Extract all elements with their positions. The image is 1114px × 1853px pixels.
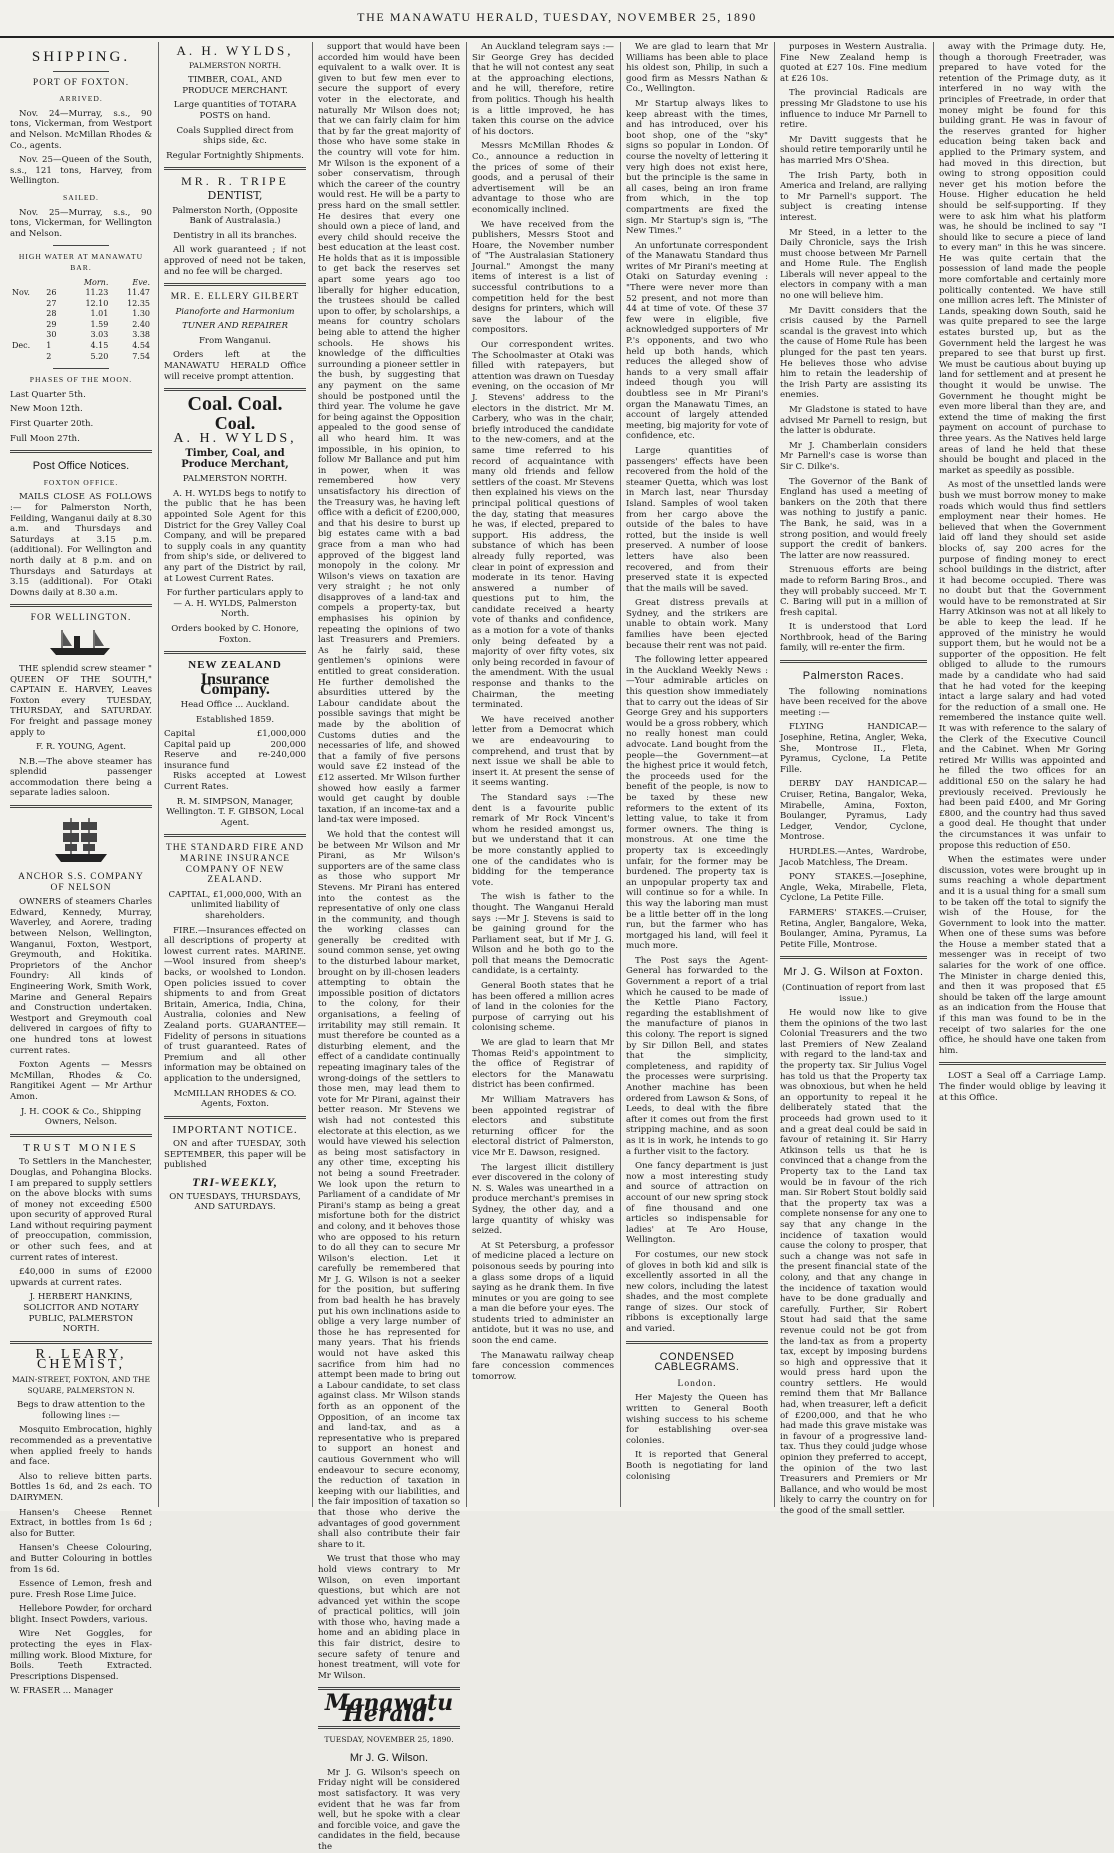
coal-heading: Coal. Coal. [187,393,283,416]
tides-header-row [10,278,152,289]
race-nomination: HURDLES.—Antes, Wardrobe, Jacob Matchless, The Dream. [780,846,927,868]
tides-cell: 4.15 [90,341,109,351]
news-paragraph: At St Petersburg, a professor of medicine placed a lecture on poisonous seeds by pouring into a glass some drops of a liquid saying as he drank them. In five minutes or you are going to see a man die before your eyes. The students tried to administer an antidote, but it was no use, and soon the end came. [472,1240,614,1347]
sailing-ship-icon [51,814,111,866]
editorial-paragraph: We trust that those who may hold views contrary to Mr Wilson, on even important questions, but which are not advanced yet within the scope of practical politics, will join with those who, having made a home and an abiding place in this fair district, desire to secure safety of tenure and honest treatment, will vote for Mr Wilson. [318,1554,460,1681]
cablegram-paragraph: Mr Davitt suggests that he should retire temporarily until he has married Mrs O'Shea. [780,134,927,166]
shipping-heading: SHIPPING. [31,49,131,65]
masthead [0,0,1114,38]
tides-cell: 1.59 [90,319,109,329]
divider [626,1341,768,1344]
race-nomination: FLYING HANDICAP.—Josephine, Retina, Angler, Weka, She, Montrose II., Fleta, Pyramus, Cyclone, La Petite Fille. [780,722,927,775]
sailed-heading: SAILED. [63,192,99,202]
foxton-heading: Mr J. G. Wilson at Foxton. [783,966,924,979]
column-7 [935,42,1110,1507]
cablegram-paragraph: The Irish Party, both in America and Ireland, are rallying to Mr Parnell's support. The subject is creating intense interest. [780,170,927,223]
moon-phase: Last Quarter 5th. [10,389,86,400]
coal-apply: For further particulars apply to— A. H. WYLDS, Palmerston North. [166,588,304,620]
notice-heading: IMPORTANT NOTICE. [172,1123,298,1136]
column-rule [158,42,159,1507]
tides-row [10,341,152,352]
cablegrams-sub: London. [677,1378,717,1389]
moon-phase: First Quarter 20th. [10,419,94,430]
news-paragraph: The Post says the Agent-General has forwarded to the Government a report of a trial which he caused to be made of the Kettle Piano Factory, regarding the establishment of the manufacture of pianos in this colony. The report is signed by Sir Dillon Bell, and states that the simplicity, completeness, and rapidity of the processes were surprising. Another machine has been ordered from Lawson & Sons, of Leeds, to deal with the fibre after it comes out from the first stripping machine, and as soon as it is in work, he intends to go a further visit to the factory. [626,955,768,1157]
post-office-heading: Post Office Notices. [32,460,130,473]
tides-header-cell [44,278,66,289]
trust-body: To Settlers in the Manchester, Douglas, and Pohangina Blocks. I am prepared to supply settlers on the above blocks with sums of money not exceeding £500 upon security of approved Rural Land without requiring payment of preoccupation, commission, or other such fees, and at current rates of interest. [10,1157,152,1263]
editorial-paragraph: We hold that the contest will be between Mr Wilson and Mr Pirani, as Mr Wilson's supporters are of the same class as those who support Mr Stevens. Mr Pirani has entered into the contest as the representative of only one class in the community, and though the working classes can generally be credited with sound common sense, yet owing to the disturbed labour market, brought on by ill-chosen leaders attempting to obtain the impossible position of dictators to the colony, for their organisations, a feeling of irritability may still remain. It must therefore be counted as a disturbing element, and the effect of a candidate continually repeating imaginary tales of the wrong-doings of the settlers to those men, may lead them to vote for Mr Pirani, against their better reason. Mr Stevens we wish had not contested this electorate at this election, as we would have viewed his selection as being most satisfactory in any other time, excepting his not being a sound Freetrader. We look upon the return to Parliament of a candidate of Mr Pirani's stamp as being a great misfortune both for the district and colony, and it behoves those who are opposed to his return to do all they can to secure Mr Wilson's election. Let it carefully be remembered that Mr J. G. Wilson is not a seeker for the position, but suffering from bad health he has bravely put his own inclinations aside to oblige a very large number of those he has represented for many years. That his friends would not have asked this sacrifice from him had no attempt been made to bring out a Labour candidate, to set class against class. Mr Wilson stands forth as an opponent of the Opposition, of an income tax and land-tax, and as a representative who is prepared to support an honest and cautious Government who will endeavour to secure economy, the reduction of taxation in keeping with our liabilities, and the fair imposition of taxation so that those who derive the advantages of good government shall also contribute their fair share to it. [318,829,460,1550]
divider [164,834,306,837]
news-paragraph: Large quantities of passengers' effects have been recovered from the hold of the steamer Quetta, which was lost in March last, near Thursday Island. Samples of wool taken from her cargo above the outside of the bales to have rotted, but the inside is well preserved. A number of loose letters have also been recovered, and from their preserved state it is expected that the mails will be saved. [626,445,768,594]
cablegram-paragraph: It is understood that Lord Northbrook, head of the Baring family, will re-enter the firm. [780,622,927,654]
nz-capital-label: Reserve and re-insurance fund [164,750,271,771]
cablegram-paragraph: The provincial Radicals are pressing Mr Gladstone to use his influence to induce Mr Parnell to retire. [780,88,927,131]
tides-cell: 12.35 [127,298,150,308]
chemist-item: Mosquito Embrocation, highly recommended as a preventative when applied freely to hands and face. [10,1425,152,1468]
coal-orders: Orders booked by C. Honore, Foxton. [171,623,299,645]
gilbert-heading: MR. E. ELLERY GILBERT [170,292,300,303]
nz-office: Head Office ... Auckland. [180,699,290,710]
tides-cell [10,309,44,320]
tides-cell: 5.20 [90,351,109,361]
divider [164,167,306,170]
gilbert-body: Orders left at the MANAWATU HERALD Office will receive prompt attention. [164,350,306,382]
cablegrams-heading: CONDENSED CABLEGRAMS. [654,1350,740,1374]
tides-cell [10,299,44,310]
tides-row [10,299,152,310]
news-paragraph: The Standard says :—The dent is a favourite public remark of Mr Rock Vincent's whom he resided amongst us, but we understand that it can be more constantly applied to one of the candidates who is bidding for the temperance vote. [472,792,614,888]
chemist-item: Essence of Lemon, fresh and pure. Fresh Rose Lime Juice. [10,1579,152,1600]
tides-row [10,309,152,320]
chemist-item: Hellebore Powder, for orchard blight. Insect Powders, various. [10,1604,152,1625]
wilson-heading: Mr J. G. Wilson. [349,1752,429,1765]
column-rule [312,42,313,1507]
tides-cell: 2 [46,351,52,361]
post-office-body: MAILS CLOSE AS FOLLOWS :— for Palmerston North, Feilding, Wanganui daily at 8.30 a.m. and Thursdays and Saturdays at 3.15 p.m. (additional). For Wellington and north daily at 8 p.m. and on Thursdays and Saturdays at 3.15 (additional). For Otaki Downs daily at 8.30 a.m. [10,492,152,598]
nz-capital-value: 200,000 [270,739,306,750]
chemist-item: Hansen's Cheese Colouring, and Butter Colouring in bottles from 1s 6d. [10,1543,152,1575]
divider [164,1116,306,1119]
tides-cell [10,352,44,363]
nz-capital-table [164,729,306,771]
tripe-heading: MR. R. TRIPE [181,174,289,189]
lost-notice: LOST a Seal off a Carriage Lamp. The finder would oblige by leaving it at this Office. [939,1071,1106,1103]
divider [10,604,152,607]
moon-phase: New Moon 12th. [10,404,83,415]
chemist-address: MAIN-STREET, FOXTON, AND THE SQUARE, PALMERSTON N. [11,1375,151,1395]
wylds-trade: TIMBER, COAL, AND PRODUCE MERCHANT. [182,75,288,96]
news-paragraph: General Booth states that he has been offered a million acres of land in the colonies for the purpose of carrying out his colonising scheme. [472,981,614,1034]
divider [10,1134,152,1137]
news-paragraph: An unfortunate correspondent of the Manawatu Standard thus writes of Mr Pirani's meeting at Otaki on Saturday evening : "There were never more than 52 present, and not more than 44 at time of vote. Of these 37 few were in eligible, five acknowledged supporters of Mr P.'s opponents, and two who held up both hands, which reduces the alleged show of hands to a very small affair indeed though you will doubtless see in Mr Pirani's organ the Manawatu Times, an account of largely attended meeting, big majority for vote of confidence, etc. [626,240,768,442]
tides-cell: 3.38 [132,330,150,340]
column-4 [468,42,618,1507]
column-6 [776,42,931,1516]
nz-insurance-heading: NEW ZEALAND [188,659,282,672]
chemist-item: Hansen's Cheese Rennet Extract, in bottles from 1s 6d ; also for Butter. [10,1507,152,1539]
column-3 [314,42,464,1852]
tides-row [10,330,152,341]
cablegram-paragraph: purposes in Western Australia. Fine New Zealand hemp is quoted at £27 10s. Fine medium at £26 10s. [780,42,927,84]
nz-capital-label: Capital [164,729,196,740]
tripe-line: Dentistry in all its branches. [173,230,297,241]
notice-tri-weekly: TRI-WEEKLY, [192,1175,278,1190]
post-office-sub: FOXTON OFFICE. [43,477,119,487]
report-paragraph: When the estimates were under discussion, votes were brought up in sums reaching a whole department and it is a usual thing for a small sum to be taken off the total to signify the wish of the House, for the Government to look into the matter. When one of these sums was before the House a member stated that a messenger was in receipt of two salaries for the work of one office. The Minister in charge denied this, and then it was proposed that £5 should be taken off the large amount as an indication from the House that if this man was found to be in the receipt of two salaries for the one office, he should have one taken from him. [939,855,1106,1056]
wylds-line: Coals Supplied direct from ships side, &c. [176,125,294,147]
chemist-heading: R. LEARY, CHEMIST, [35,1346,127,1373]
tides-cell: 12.10 [85,298,109,308]
moon-phase: Full Moon 27th. [10,433,80,444]
news-paragraph: The wish is father to the thought. The Wanganui Herald says :—Mr J. Stevens is said to be gaining ground for the Parliament seat, but if Mr J. G. Wilson and he both go to the poll that means the Democratic candidate, is a certainty. [472,892,614,977]
tides-heading: HIGH WATER AT MANAWATU BAR. [18,252,144,272]
foxton-body: He would now like to give them the opinions of the two last Colonial Treasurers and the two last Premiers of New Zealand with regard to the land-tax and the property tax. Sir Julius Vogel has told us that the Property tax was obnoxious, but when he held an opportunity to repeal it he deliberately stated that the proceeds had grown used to it and a great deal could be said in favour of retaining it. Sir Harry Atkinson tells us that he is convinced that a change from the Property tax to the Land tax would be in favour of the rich man. Sir Robert Stout boldly said that the property tax was a complete nonsense for any one to say that any change in the incidence of taxation would cause the colony to prosper, that such a change was not safe in the present financial state of the colony, and that any change in the incidence of taxation would have to be done gradually and carefully. Further, Sir Robert Stout had said that the same revenue could not be got from the land-tax as from a property tax, except by imposing burdens so high and oppressive that it would press hard upon the country settlers. He would remind them that Mr Ballance had, when treasurer, left a deficit of £200,000, and that he who had made this grave mistake was in favour of a progressive land-tax. Thus they could judge whose opinion they preferred to accept, the opinion of the two last Treasurers and Premiers or Mr Ballance, and who would be most likely to carry the country on for the good of the small settler. [780,1008,927,1516]
tides-cell: 11.23 [85,288,109,298]
column-1 [6,42,156,1697]
news-paragraph: An Auckland telegram says :—Sir George Grey has decided that he will not contest any seat at the approaching elections, and he will, therefore, retire from politics. Though his health is a little improved, he has taken this course on the advice of his doctors. [472,42,614,137]
news-paragraph: One fancy department is just now a most interesting study and source of attraction on account of our new spring stock of fine thousand and one articles so indispensable for ladies' at Te Aro House, Wellington. [626,1161,768,1246]
news-paragraph: Mr William Matravers has been appointed registrar of electors and substitute returning officer for the electoral district of Palmerston, vice Mr E. Dawson, resigned. [472,1095,614,1158]
news-paragraph: Mr Startup always likes to keep abreast with the times, and has introduced, over his boot shop, one of the "sky" signs so popular in London. Of course the novelty of lettering it very high does not exist here, but the principle is the same in all cases, being an iron frame from which, in the top compartments are fixed the sign. Mr Startup's sign is, "The New Times." [626,98,768,237]
news-paragraph: We have received another letter from a Democrat which we are endeavouring to comprehend, and trust that by next issue we shall be able to insert it. At present the sense of it seems wanting. [472,714,614,789]
tides-cell: 1 [46,341,52,351]
standard-sign: McMILLAN RHODES & CO. Agents, Foxton. [173,1088,297,1110]
tides-cell [10,320,44,331]
port-heading: PORT OF FOXTON. [32,77,130,88]
divider [53,368,110,369]
race-nomination: PONY STAKES.—Josephine, Angle, Weka, Mirabelle, Fleta, Cyclone, La Petite Fille. [780,872,927,904]
tides-header-cell: Eve. [132,277,150,287]
notice-days: ON TUESDAYS, THURSDAYS, AND SATURDAYS. [169,1191,301,1213]
nz-risks: Risks accepted at Lowest Current Rates. [164,771,306,793]
arrival-entry: Nov. 25—Queen of the South, s.s., 121 tons, Harvey, from Wellington. [10,155,152,187]
divider [164,651,306,654]
divider [10,450,152,453]
column-rule [466,42,467,1507]
news-paragraph: Our correspondent writes. The Schoolmaster at Otaki was filled with ratepayers, but attention was drawn on Tuesday evening, on the occasion of Mr J. Stevens' address to the electors in the district. Mr M. Carbery, who was in the chair, briefly introduced the candidate to the new-comers, and at the same time referred to his record of acquaintance with many old friends and fellow settlers of the coast. Mr Stevens then explained his views on the principal political questions of the day, stating that measures he was, if elected, prepared to support. His address, the substance of which has been already fully reported, was clear in point of expression and moderate in its tenor. Having answered a number of questions put to him, the candidate received a hearty vote of thanks and confidence, as a motion for a vote of thanks only being defeated by a majority of over fifty votes, six only being recorded in favour of the amendment. With the usual response and thanks to the Chairman, the meeting terminated. [472,340,614,711]
masthead-title: THE MANAWATU HERALD, TUESDAY, NOVEMBER 25, 1890 [357,10,757,24]
trust-sum: £40,000 in sums of £2000 upwards at current rates. [10,1267,152,1288]
report-paragraph: As most of the unsettled lands were bush we must borrow money to make roads which would thus find settlers employment near their homes. He believed that when the Government laid off land they should set aside blocks of, say 200 acres for the purpose of finding money to erect school buildings in the district, after it had become occupied. There was no doubt but that the Government would have to be remonstrated at Sir Harry Atkinson was not at all likely to be able to keep the lead. If he approved of the ministry he would support them, but he would not be a supporter of the opposition. He felt obliged to allude to the rumours made by a candidate who had said that he had voted for the keeping intact a large salary and had voted for the reduction of a small one. He remembered the instance quite well. It was with reference to the salary of the Clerk of the Executive Council and the Cabinet. When Mr Goring retired Mr Willis was appointed and he filled the two offices for an additional £50 on the salary he had previously received. Previously he had been paid £400, and Mr Goring £800, and the country had thus saved a good deal. He thought that under the circumstances it was unfair to propose this reduction of £50. [939,480,1106,851]
moon-heading: PHASES OF THE MOON. [29,375,133,385]
divider [939,1062,1106,1065]
coal-trade: Timber, Coal, and Produce Merchant, [181,448,289,470]
standard-insurance-heading: THE STANDARD FIRE AND MARINE INSURANCE COMPANY OF NEW ZEALAND. [165,843,305,886]
news-paragraph: For costumes, our new stock of gloves in both kid and silk is excellently assorted in all the new colors, including the latest shades, and the most complete range of sizes. Our stock of ribbons is exceptionally large and varied. [626,1249,768,1335]
anchor-agents: Foxton Agents — Messrs McMillan, Rhodes & Co. Rangitikei Agent — Mr Arthur Amon. [10,1060,152,1102]
tides-header-cell: Morn. [83,277,109,287]
column-2 [160,42,310,1507]
wylds-place: PALMERSTON NORTH. [188,60,282,70]
races-intro: The following nominations have been received for the above meeting :— [780,686,927,718]
sailing-entry: Nov. 25—Murray, s.s., 90 tons, Vickerman, for Wellington and Nelson. [10,207,152,239]
news-paragraph: Great distress prevails at Sydney, and the strikers are unable to obtain work. Many families have been ejected because their rent was not paid. [626,598,768,651]
nz-capital-row [164,729,306,740]
tripe-body: All work guaranteed ; if not approved of need not be taken, and no fee will be charged. [164,245,306,277]
tides-cell: 3.03 [90,330,109,340]
tripe-place: Palmerston North, (Opposite Bank of Australasia.) [172,205,298,227]
column-rule [933,42,934,1507]
divider [164,388,306,391]
nz-established: Established 1859. [195,714,275,725]
tides-cell: 1.30 [132,309,150,319]
chemist-list [10,1425,152,1682]
news-paragraph: We are glad to learn that Mr Thomas Reid's appointment to the office of Registrar of electors for the Manawatu district has been confirmed. [472,1038,614,1091]
anchor-sign: J. H. COOK & Co., Shipping Owners, Nelson. [20,1106,142,1128]
divider [10,1341,152,1344]
steamer-ad-body: THE splendid screw steamer " QUEEN OF THE SOUTH," CAPTAIN E. HARVEY, Leaves Foxton every TUESDAY, THURSDAY, and SATURDAY. For freight and passage money apply to [10,663,152,738]
arrived-heading: ARRIVED. [59,94,103,104]
wilson-body: Mr J. G. Wilson's speech on Friday night will be considered most satisfactory. It was very evident that he was far from well, but he spoke with a clear and forcible voice, and gave the candidates in the field, because the [318,1767,460,1852]
cablegram-paragraph: The Governor of the Bank of England has used a meeting of bankers on the 20th that there was nothing to justify a panic. The Bank, he said, was in a strong position, and would freely support the credit of bankers. The latter are now reassured. [780,476,927,561]
tides-cell: Nov. [12,288,30,298]
cablegram-paragraph: Strenuous efforts are being made to reform Baring Bros., and they will probably succeed. Mr T. C. Baring will put in a million of fresh capital. [780,565,927,618]
trust-heading: TRUST MONIES [23,1141,139,1154]
tides-cell: 4.54 [132,341,150,351]
notice-body: ON and after TUESDAY, 30th SEPTEMBER, this paper will be published [164,1139,306,1171]
herald-date: TUESDAY, NOVEMBER 25, 1890. [324,1734,454,1744]
cablegram-paragraph: It is reported that General Booth is negotiating for land colonising [626,1450,768,1482]
trust-sign: J. HERBERT HANKINS, SOLICITOR AND NOTARY PUBLIC, PALMERSTON NORTH. [23,1292,139,1335]
gilbert-trade: TUNER AND REPAIRER [182,321,288,332]
tides-header-cell [10,278,44,289]
nz-capital-value: 240,000 [270,750,306,761]
column-5 [622,42,772,1507]
divider [10,805,152,808]
coal-body: A. H. WYLDS begs to notify to the public that he has been appointed Sole Agent for this District for the Grey Valley Coal Company, and will be prepared to supply coals in any quantity from ship's side, or delivered to any part of the District by rail, at Lowest Current Rates. [164,488,306,584]
chemist-item: Also to relieve bitten parts. Bottles 1s 6d, and 2s each. TO DAIRYMEN. [10,1471,152,1503]
divider [164,283,306,286]
chemist-intro: Begs to draw attention to the following lines :— [17,1400,145,1421]
news-paragraph: Messrs McMillan Rhodes & Co., announce a reduction in the prices of some of their goods, and a perusal of their advertisement will be an advantage to those who are economically inclined. [472,141,614,215]
steamer-note: N.B.—The above steamer has splendid passenger accommodation there being a separate ladies saloon. [10,756,152,799]
herald-nameplate: Manawatu Herald. [324,1690,454,1728]
nz-capital-value: £1,000,000 [256,729,306,740]
tides-body [10,288,152,362]
column-rule [620,42,621,1507]
tides-row [10,320,152,331]
news-paragraph: The Manawatu railway cheap fare concession commences tomorrow. [472,1350,614,1382]
steamer-icon [46,628,116,658]
tripe-trade: DENTIST, [207,188,263,202]
tides-cell [10,330,44,341]
divider [53,71,110,72]
news-paragraph: The largest illicit distillery ever discovered in the colony of N. S. Wales was unearthed in a produce merchant's premises in Sydney, the other day, and a large quantity of whisky was seized. [472,1162,614,1237]
tides-row [10,352,152,363]
editorial-paragraph: support that would have been accorded him would have been equivalent to a walk over. It is given to but few men ever to secure the support of every voter in the electorate, and naturally Mr Wilson does not; that we can fairly claim for him that by far the great majority of those who have some stake in the country will vote for him. Mr Wilson is the exponent of a sober conservatism, through which the career of the country would rest. He will be a party to press hard on the small settler. He desires that every one should own a piece of land, and every child should receive the best education at the least cost. He holds that as it is impossible to get back the reserves set apart some years ago too liberally for higher education, the trustees should be called upon to offer, by scholarships, a means for country scholars being able to attend the higher schools. He shows his knowledge of the difficulties surrounding a pioneer settler in the bush, by suggesting that any payment on the same should be postponed until the third year. The volume he gave for being against the Opposition appealed to the good sense of all who heard him. It was impossible, in his opinion, to follow Mr Ballance and put him in power, when it was remembered how very unsatisfactory his direction of the Treasury was, he having left office with a deficit of £200,000, and that his desire to burst up big estates came with a bad grace from a man who had approved of the biggest land monopoly in the colony. Mr Wilson's views on taxation are very straight ; he not only disapproves of a land-tax and compels a property-tax, but emphasises his opinion by repeating the opinions of two last Treasurers and Premiers. As he fairly said, these gentlemen's opinions were entitled to great consideration. He further demolished the absurdities uttered by the Labour candidate about the possible savings that might be made by the abolition of Customs duties and the necessaries of life, and showed that a family of five persons would save £2 instead of the £12 asserted. Mr Wilson further showed how easily a farmer would get caught by double taxation, if an income-tax and a land-tax were imposed. [318,42,460,826]
tides-cell: 28 [46,309,57,319]
news-paragraph: The following letter appeared in the Auckland Weekly News :—Your admirable articles on this question show immediately that to carry out the ideas of Sir George Grey and his supporters would be a gross robbery, which no really honest man could advocate. Land bought from the people—the Government—at the highest price it would fetch, the proceeds used for the benefit of the people, is now to be taxed by these new reformers to the extent of its letting value, to take it from former owners. The thing is monstrous. At one time the property tax is exceedingly unfair, for the former may be burdened. The property tax is an unpopular property tax and will continue so for a while. In this way the laboring man must be a little better off in the long run, but the farmer who has mortgaged his land, will feel it much more. [626,655,768,952]
tides-cell: Dec. [12,341,31,351]
tides-cell: 2.40 [132,319,150,329]
tides-cell: 11.47 [127,288,150,298]
foxton-sub: (Continuation of report from last issue.) [781,982,925,1004]
tides-cell: 27 [46,298,57,308]
chemist-manager: W. FRASER ... Manager [10,1686,113,1697]
divider [780,660,927,663]
nz-capital-row [164,750,306,771]
news-paragraph: We are glad to learn that Mr Williams has been able to place his oldest son, Philip, in such a good firm as Messrs Nathan & Co., Wellington. [626,42,768,95]
gilbert-trade: Pianoforte and Harmonium [175,306,295,317]
anchor-body: OWNERS of steamers Charles Edward, Kennedy, Murray, Waverley, and Aorere, trading between Nelson, Wellington, Wanganui, Foxton, Westport, Greymouth, and Hokitika. Proprietors of the Anchor Foundry: All kinds of Engineering Work, Smith Work, Marine and General Repairs and Construction undertaken. Westport and Greymouth coal delivered in cargoes of fifty to one hundred tons at lowest current rates. [10,897,152,1056]
steamer-agent: F. R. YOUNG, Agent. [35,742,127,753]
standard-capital: CAPITAL, £1,000,000, With an unlimited liability of shareholders. [168,889,302,921]
cablegram-paragraph: Mr Steed, in a letter to the Daily Chronicle, says the Irish must choose between Mr Parnell and Home Rule. The English Liberals will never appeal to the electors in company with a man no one will believe him. [780,227,927,302]
divider [53,245,110,246]
cablegram-paragraph: Her Majesty the Queen has written to General Booth wishing success to his scheme for establishing over-sea colonies. [626,1393,768,1446]
races-list [780,722,927,950]
anchor-heading: ANCHOR S.S. COMPANY OF NELSON [18,872,144,893]
tides-cell: 30 [46,330,57,340]
tides-table [10,278,152,363]
column-rule [774,42,775,1507]
report-paragraph: away with the Primage duty. He, though a thorough Freetrader, was prepared to have voted for the retention of the Primage duty, as it interfered in no way with the principles of Freetrade, in order that money might be found for this building grant. He was in favour of the reserves granted for higher education being taken back and applied to the Primary system, and had moved in this direction, but owing to strong opposition could never get his motion before the House. Higher education he held should be self-supporting. If they were to ask him what his platform was, he should be inclined to say "I should like to secure a piece of land to every man" in this he was sincere. He was quite certain that the possession of land made the people more comfortable and certainly more politically contented. We have still one million acres left. The Minister of Lands, speaking down South, said he was quite prepared to see the large estates bursted up, but as the Government held the largest he was prepared to see that burst up first. We must be cautious about buying up land for settlement and at present he thought it would be unwise. The Government he thought might be even more liberal than they are, and extend the time of making the first payment on account of purchase to three years. As the Natives held large areas of land he held that these should be bought and placed in the market as speedily as possible. [939,42,1106,476]
wellington-heading: FOR WELLINGTON. [30,613,132,624]
nz-capital-label: Capital paid up [164,739,231,750]
cablegram-paragraph: Mr Gladstone is stated to have advised Mr Parnell to resign, but the latter is obdurate. [780,405,927,437]
nz-insurance-title: Insurance Company. [200,670,270,699]
nz-capital-row [164,740,306,751]
tides-cell: 7.54 [132,351,150,361]
arrival-entry: Nov. 24—Murray, s.s., 90 tons, Vickerman, from Westport and Nelson. McMillan Rhodes & Co., agents. [10,108,152,151]
tides-cell: 29 [46,319,57,329]
divider [780,956,927,959]
cablegram-paragraph: Mr J. Chamberlain considers Mr Parnell's case is worse than Sir C. Dilke's. [780,440,927,472]
wylds-heading: A. H. WYLDS, [176,43,294,58]
cablegram-paragraph: Mr Davitt considers that the crisis caused by the Parnell scandal is the gravest into which the cause of Home Rule has been plunged for the past ten years. He believes those who advise him to retain the leadership of the Irish Party are assisting its enemies. [780,305,927,401]
race-nomination: FARMERS' STAKES.—Cruiser, Retina, Angler, Bangalore, Weka, Boulanger, Amina, Pyramus, La Petite Fille, Montrose. [780,907,927,950]
gilbert-from: From Wanganui. [198,335,272,346]
wylds-line: Large quantities of TOTARA POSTS on hand. [173,100,297,121]
tides-row [10,288,152,299]
news-paragraph: We have received from the publishers, Messrs Stoot and Hoare, the November number of "The Australasian Stationery Journal." Amongst the many items of interest is a list of successful contributions to a competition held for the best designs for printers, which will save the labour of the compositors. [472,219,614,336]
tides-cell: 26 [46,288,57,298]
chemist-item: Wire Net Goggles, for protecting the eyes in Flax-milling work. Blood Mixture, for Boils. Teeth Extracted. Prescriptions Dispensed. [10,1629,152,1682]
coal-name: A. H. WYLDS, [173,431,297,447]
race-nomination: DERBY DAY HANDICAP.—Cruiser, Retina, Bangalor, Weka, Mirabelle, Amina, Foxton, Boulanger, Pyramus, Lady Ledger, Vendor, Cyclone, Montrose. [780,779,927,843]
nz-sign: R. M. SIMPSON, Manager, Wellington. T. F. GIBSON, Local Agent. [166,796,304,828]
wylds-line: Regular Fortnightly Shipments. [166,150,304,161]
standard-body: FIRE.—Insurances effected on all descriptions of property at lowest current rates. MARINE.—Wool insured from sheep's backs, or woolshed to London. Open policies issued to cover shipments to and from Great Britain, America, India, China, Australia, colonies and New Zealand ports. GUARANTEE—Fidelity of persons in situations of trust guaranteed. Rates of Premium and all other information may be obtained on application to the undersigned, [164,925,306,1084]
coal-subheading: Coal. [214,412,256,433]
tides-cell: 1.01 [90,309,109,319]
races-heading: Palmerston Races. [802,670,905,683]
coal-place: PALMERSTON NORTH. [182,474,288,485]
